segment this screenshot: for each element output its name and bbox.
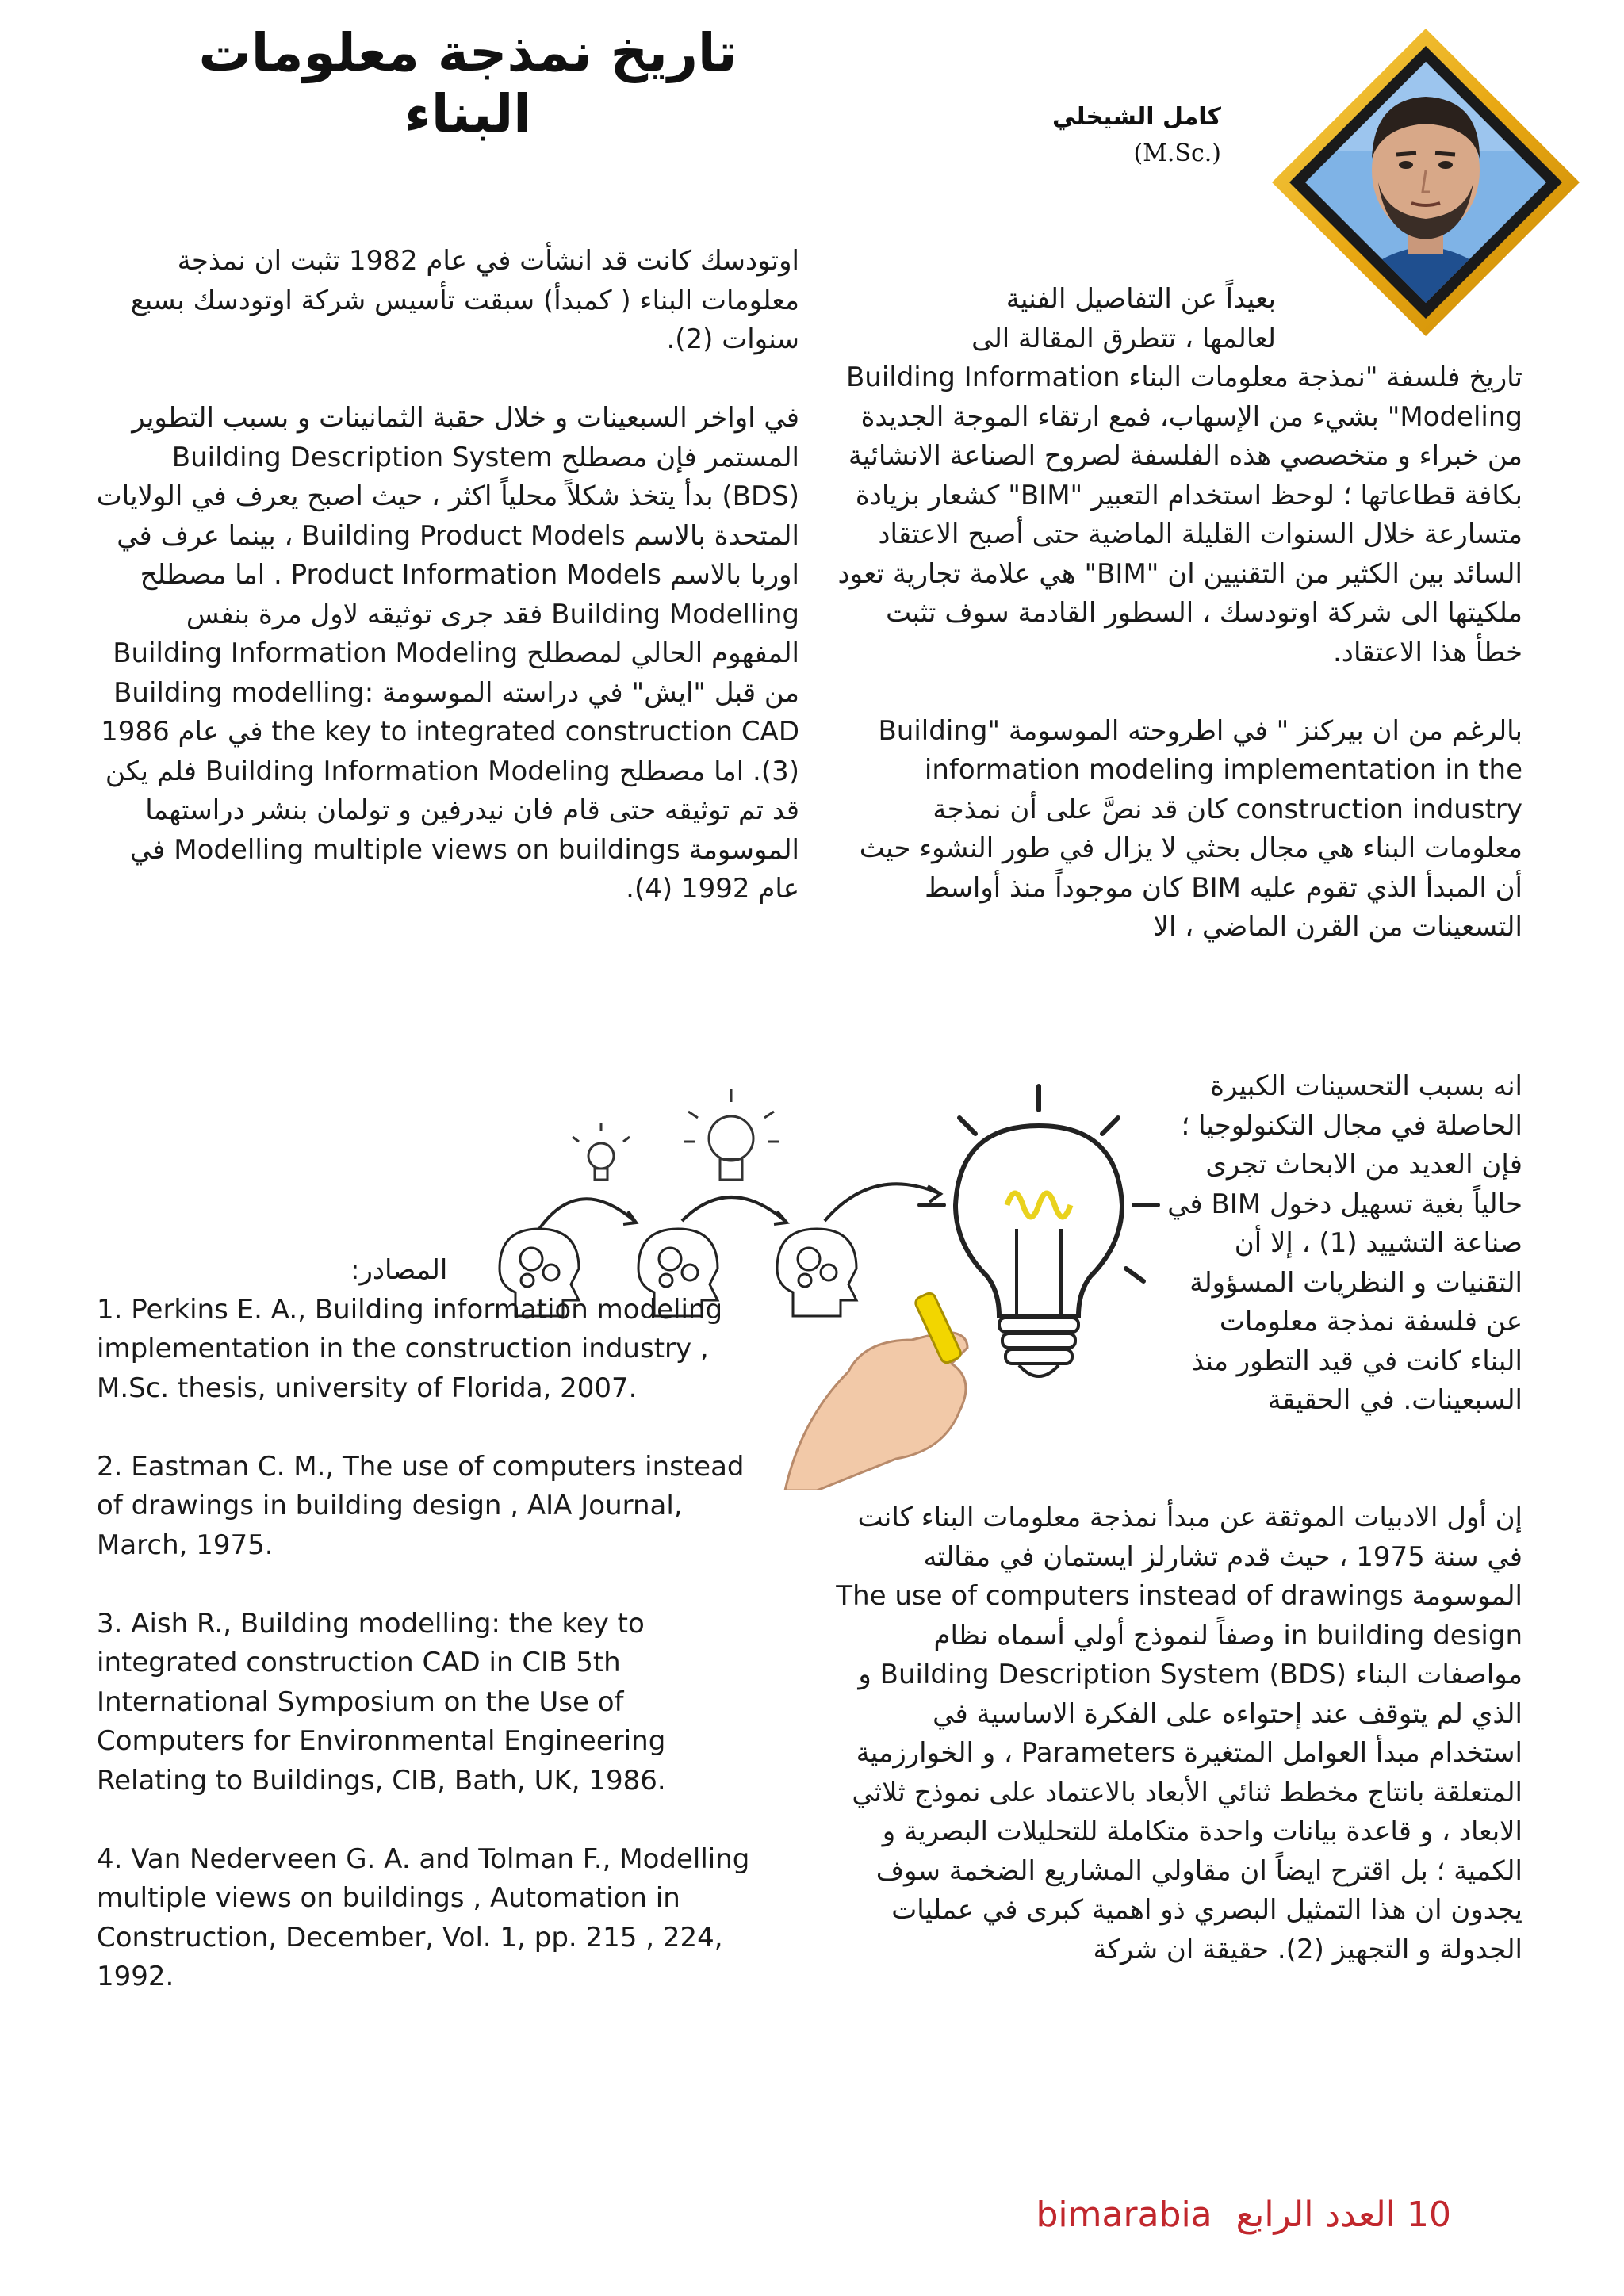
left-paragraph-2: في اواخر السبعينات و خلال حقبة الثمانينات و بسبب التطوير المستمر فإن مصطلح Building Description System (BDS) بدأ يتخذ شكلاً محلياً اكثر ، حيث اصبح يعرف في الولايات المتحدة بالاسم Building Product Models ، بينما عرف في اوربا بالاسم Product Information Models . اما مصطلح Building Modelling فقد جرى توثيقه لاول مرة بنفس المفهوم الحالي لمصطلح Building Information Modeling من قبل "ايش" في دراسته الموسومة Building modelling: the key to integrated construction CAD في عام 1986 (3). اما مصطلح Building Information Modeling فلم يكن قد تم توثيقه حتى قام فان نيدرفين و تولمان بنشر دراستهما الموسومة Modelling multiple views on buildings في عام 1992 (4). xyxy=(96,402,799,905)
right-column-narrow xyxy=(1166,1067,1522,1421)
medium-bulb-icon xyxy=(684,1089,779,1180)
footer-brand: bimarabia xyxy=(1036,2195,1212,2235)
left-paragraph-1: اوتودسك كانت قد انشأت في عام 1982 تثبت ان نمذجة معلومات البناء ( كمبدأ) سبقت تأسيس شركة اوتودسك بسبع سنوات (2). xyxy=(130,245,799,355)
right-intro xyxy=(948,280,1276,358)
right-intro-text: بعيداً عن التفاصيل الفنية لعالمها ، تتطرق المقالة الى xyxy=(971,283,1276,354)
article-title: تاريخ نمذجة معلومات البناء xyxy=(198,22,737,144)
arrow-icons xyxy=(539,1184,940,1229)
right-column-upper xyxy=(834,358,1522,947)
page-footer xyxy=(1007,2195,1451,2235)
reference-item: 4. Van Nederveen G. A. and Tolman F., Modelling multiple views on buildings , Automation in Construction, December, Vol. 1, pp. 215 , 224, 1992. xyxy=(97,1843,750,1992)
right-paragraph-1: تاريخ فلسفة "نمذجة معلومات البناء Building Information Modeling" بشيء من الإسهاب، فمع ارتقاء الموجة الجديدة من خبراء و متخصصي هذه الفلسفة لصروح الصناعة الانشائية بكافة قطاعاتها ؛ لوحظ استخدام التعبير "BIM" كشعار بزيادة متسارعة خلال السنوات القليلة الماضية حتى أصبح الاعتقاد السائد بين الكثير من التقنيين ان "BIM" هي علامة تجارية تعود ملكيتها الى شركة اوتودسك ، السطور القادمة سوف تثبت خطأ هذا الاعتقاد. xyxy=(837,362,1522,668)
small-bulb-icon xyxy=(573,1123,630,1180)
author-name: كامل الشيخلي xyxy=(1051,103,1221,131)
references-heading: المصادر: xyxy=(350,1254,448,1286)
head-gears-icon xyxy=(777,1229,856,1316)
footer-issue: العدد الرابع xyxy=(1235,2195,1396,2235)
author-portrait xyxy=(1267,24,1584,341)
left-column xyxy=(95,242,799,909)
right-paragraph-2a: بالرغم من ان بيركنز " في اطروحته الموسومة "Building information modeling implementation in the construction industry كان قد نصَّ على أن نمذجة معلومات البناء هي مجال بحثي لا يزال في طور النشوء حيث أن المبدأ الذي تقوم عليه BIM كان موجوداً منذ أواسط التسعينات من القرن الماضي ، الا xyxy=(859,714,1522,943)
reference-item: 2. Eastman C. M., The use of computers instead of drawings in building design , AIA Journal, March, 1975. xyxy=(97,1450,745,1561)
author-degree: (M.Sc.) xyxy=(1133,140,1221,167)
footer-page-number: 10 xyxy=(1407,2195,1451,2235)
reference-item: 1. Perkins E. A., Building information modeling implementation in the construction industry , M.Sc. thesis, university of Florida, 2007. xyxy=(97,1293,723,1404)
reference-item: 3. Aish R., Building modelling: the key to integrated construction CAD in CIB 5th International Symposium on the Use of Computers for Environmental Engineering Relating to Buildings, CIB, Bath, UK, 1986. xyxy=(97,1607,666,1797)
references-section xyxy=(97,1251,755,1997)
hand-icon xyxy=(785,1292,967,1490)
right-column-lower xyxy=(834,1498,1522,1969)
right-paragraph-3: إن أول الادبيات الموثقة عن مبدأ نمذجة معلومات البناء كانت في سنة 1975 ، حيث قدم تشارلز ايستمان في مقالته الموسومة The use of computers instead of drawings in building design وصفاً لنموذج أولي أسماه نظام مواصفات البناء (Building Description System (BDS و الذي لم يتوقف عند إحتواءه على الفكرة الاساسية في استخدام مبدأ العوامل المتغيرة Parameters ، و الخوارزمية المتعلقة بانتاج مخطط ثنائي الأبعاد بالاعتماد على نموذج ثلاثي الابعاد ، و قاعدة بيانات واحدة متكاملة للتحليلات البصرية و الكمية ؛ بل اقترح ايضاً ان مقاولي المشاريع الضخمة سوف يجدون ان هذا التمثيل البصري ذو اهمية كبرى في عمليات الجدولة و التجهيز (2). حقيقة ان شركة xyxy=(836,1502,1522,1965)
right-paragraph-2b: انه بسبب التحسينات الكبيرة الحاصلة في مجال التكنولوجيا ؛ فإن العديد من الابحاث تجرى حالياً بغية تسهيل دخول BIM في صناعة التشييد (1) ، إلا أن التقنيات و النظريات المسؤولة عن فلسفة نمذجة معلومات البناء كانت في قيد التطور منذ السبعينات. في الحقيقة xyxy=(1167,1070,1522,1416)
